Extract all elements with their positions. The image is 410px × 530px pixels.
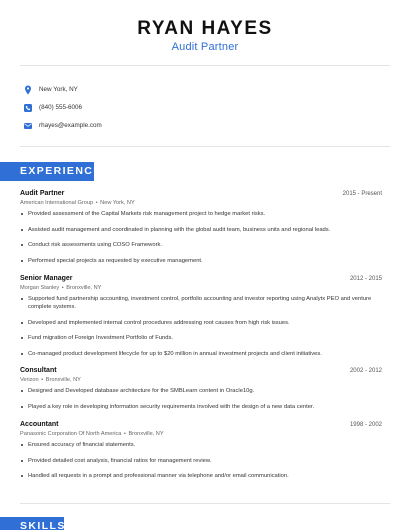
contact-email-text: rhayes@example.com — [39, 121, 102, 129]
bullet-item: Performed special projects as requested by executive management. — [20, 257, 382, 265]
divider — [20, 503, 390, 504]
bullet-item: Developed and implemented internal control procedures addressing root causes from high risk issues. — [20, 319, 382, 327]
bullet-item: Fund migration of Foreign Investment Portfolio of Funds. — [20, 334, 382, 342]
phone-icon — [22, 101, 34, 113]
job-location: Bronxville, NY — [128, 431, 164, 437]
bullet-item: Played a key role in developing information security requirements involved with the design of a new data center. — [20, 403, 382, 411]
job-title-heading: Audit Partner — [171, 41, 239, 53]
job-company: Verizon — [20, 377, 39, 383]
job-company-line: Panasonic Corporation Of North America • Bronxville, NY — [20, 431, 164, 437]
contact-location — [22, 82, 322, 96]
job-company-line: American International Group • New York, NY — [20, 200, 135, 206]
experience-entry — [20, 367, 382, 418]
bullet-item: Co-managed product development lifecycle for up to $20 million in annual investment projects and client initiatives. — [20, 350, 382, 358]
job-company-line: Verizon • Bronxville, NY — [20, 377, 81, 383]
job-dates: 2002 - 2012 — [349, 368, 382, 374]
bullet-item: Ensured accuracy of financial statements. — [20, 441, 382, 449]
bullet-item: Provided assessment of the Capital Markets risk management project to hedge market risks. — [20, 210, 382, 218]
bullet-item: Conduct risk assessments using COSO Framework. — [20, 241, 382, 249]
job-dates: 2012 - 2015 — [349, 276, 382, 282]
resume-name: RYAN HAYES — [137, 18, 273, 39]
job-company-line: Morgan Stanley • Bronxville, NY — [20, 285, 102, 291]
bullet-item: Provided detailed cost analysis, financial ratios for management review. — [20, 457, 382, 465]
contact-phone — [22, 100, 322, 114]
job-bullets — [20, 441, 382, 480]
job-dates: 2015 - Present — [342, 191, 382, 197]
job-company: Panasonic Corporation Of North America — [20, 431, 122, 437]
job-company: Morgan Stanley — [20, 285, 60, 291]
location-pin-icon — [22, 83, 34, 95]
job-location: Bronxville, NY — [66, 285, 102, 291]
job-title: Consultant — [20, 367, 57, 374]
job-company: American International Group — [20, 200, 94, 206]
job-title: Audit Partner — [20, 190, 65, 197]
experience-entry — [20, 190, 382, 272]
section-heading-experience: EXPERIENCE — [0, 162, 94, 181]
job-location: New York, NY — [100, 200, 135, 206]
divider — [20, 65, 390, 66]
job-title: Senior Manager — [20, 275, 73, 282]
contact-location-text: New York, NY — [39, 85, 78, 93]
contact-phone-text: (840) 555-6006 — [39, 103, 83, 111]
job-location: Bronxville, NY — [45, 377, 81, 383]
divider — [20, 146, 390, 147]
email-icon — [22, 119, 34, 131]
bullet-item: Supported fund partnership accounting, investment control, portfolio accounting and investor reporting using Analytx PEO and venture complete systems. — [20, 295, 382, 311]
section-heading-skills: SKILLS — [0, 517, 64, 530]
job-dates: 1998 - 2002 — [349, 422, 382, 428]
job-title: Accountant — [20, 421, 59, 428]
contact-email — [22, 118, 322, 132]
experience-entry — [20, 275, 382, 366]
experience-entry — [20, 421, 382, 488]
job-bullets — [20, 210, 382, 265]
job-bullets — [20, 387, 382, 411]
bullet-item: Assisted audit management and coordinated in planning with the global audit team, business units and regional leads. — [20, 226, 382, 234]
bullet-item: Handled all requests in a prompt and professional manner via telephone and/or email communication. — [20, 472, 382, 480]
bullet-item: Designed and Developed database architecture for the SMBLearn content in Oracle10g. — [20, 387, 382, 395]
job-bullets — [20, 295, 382, 358]
